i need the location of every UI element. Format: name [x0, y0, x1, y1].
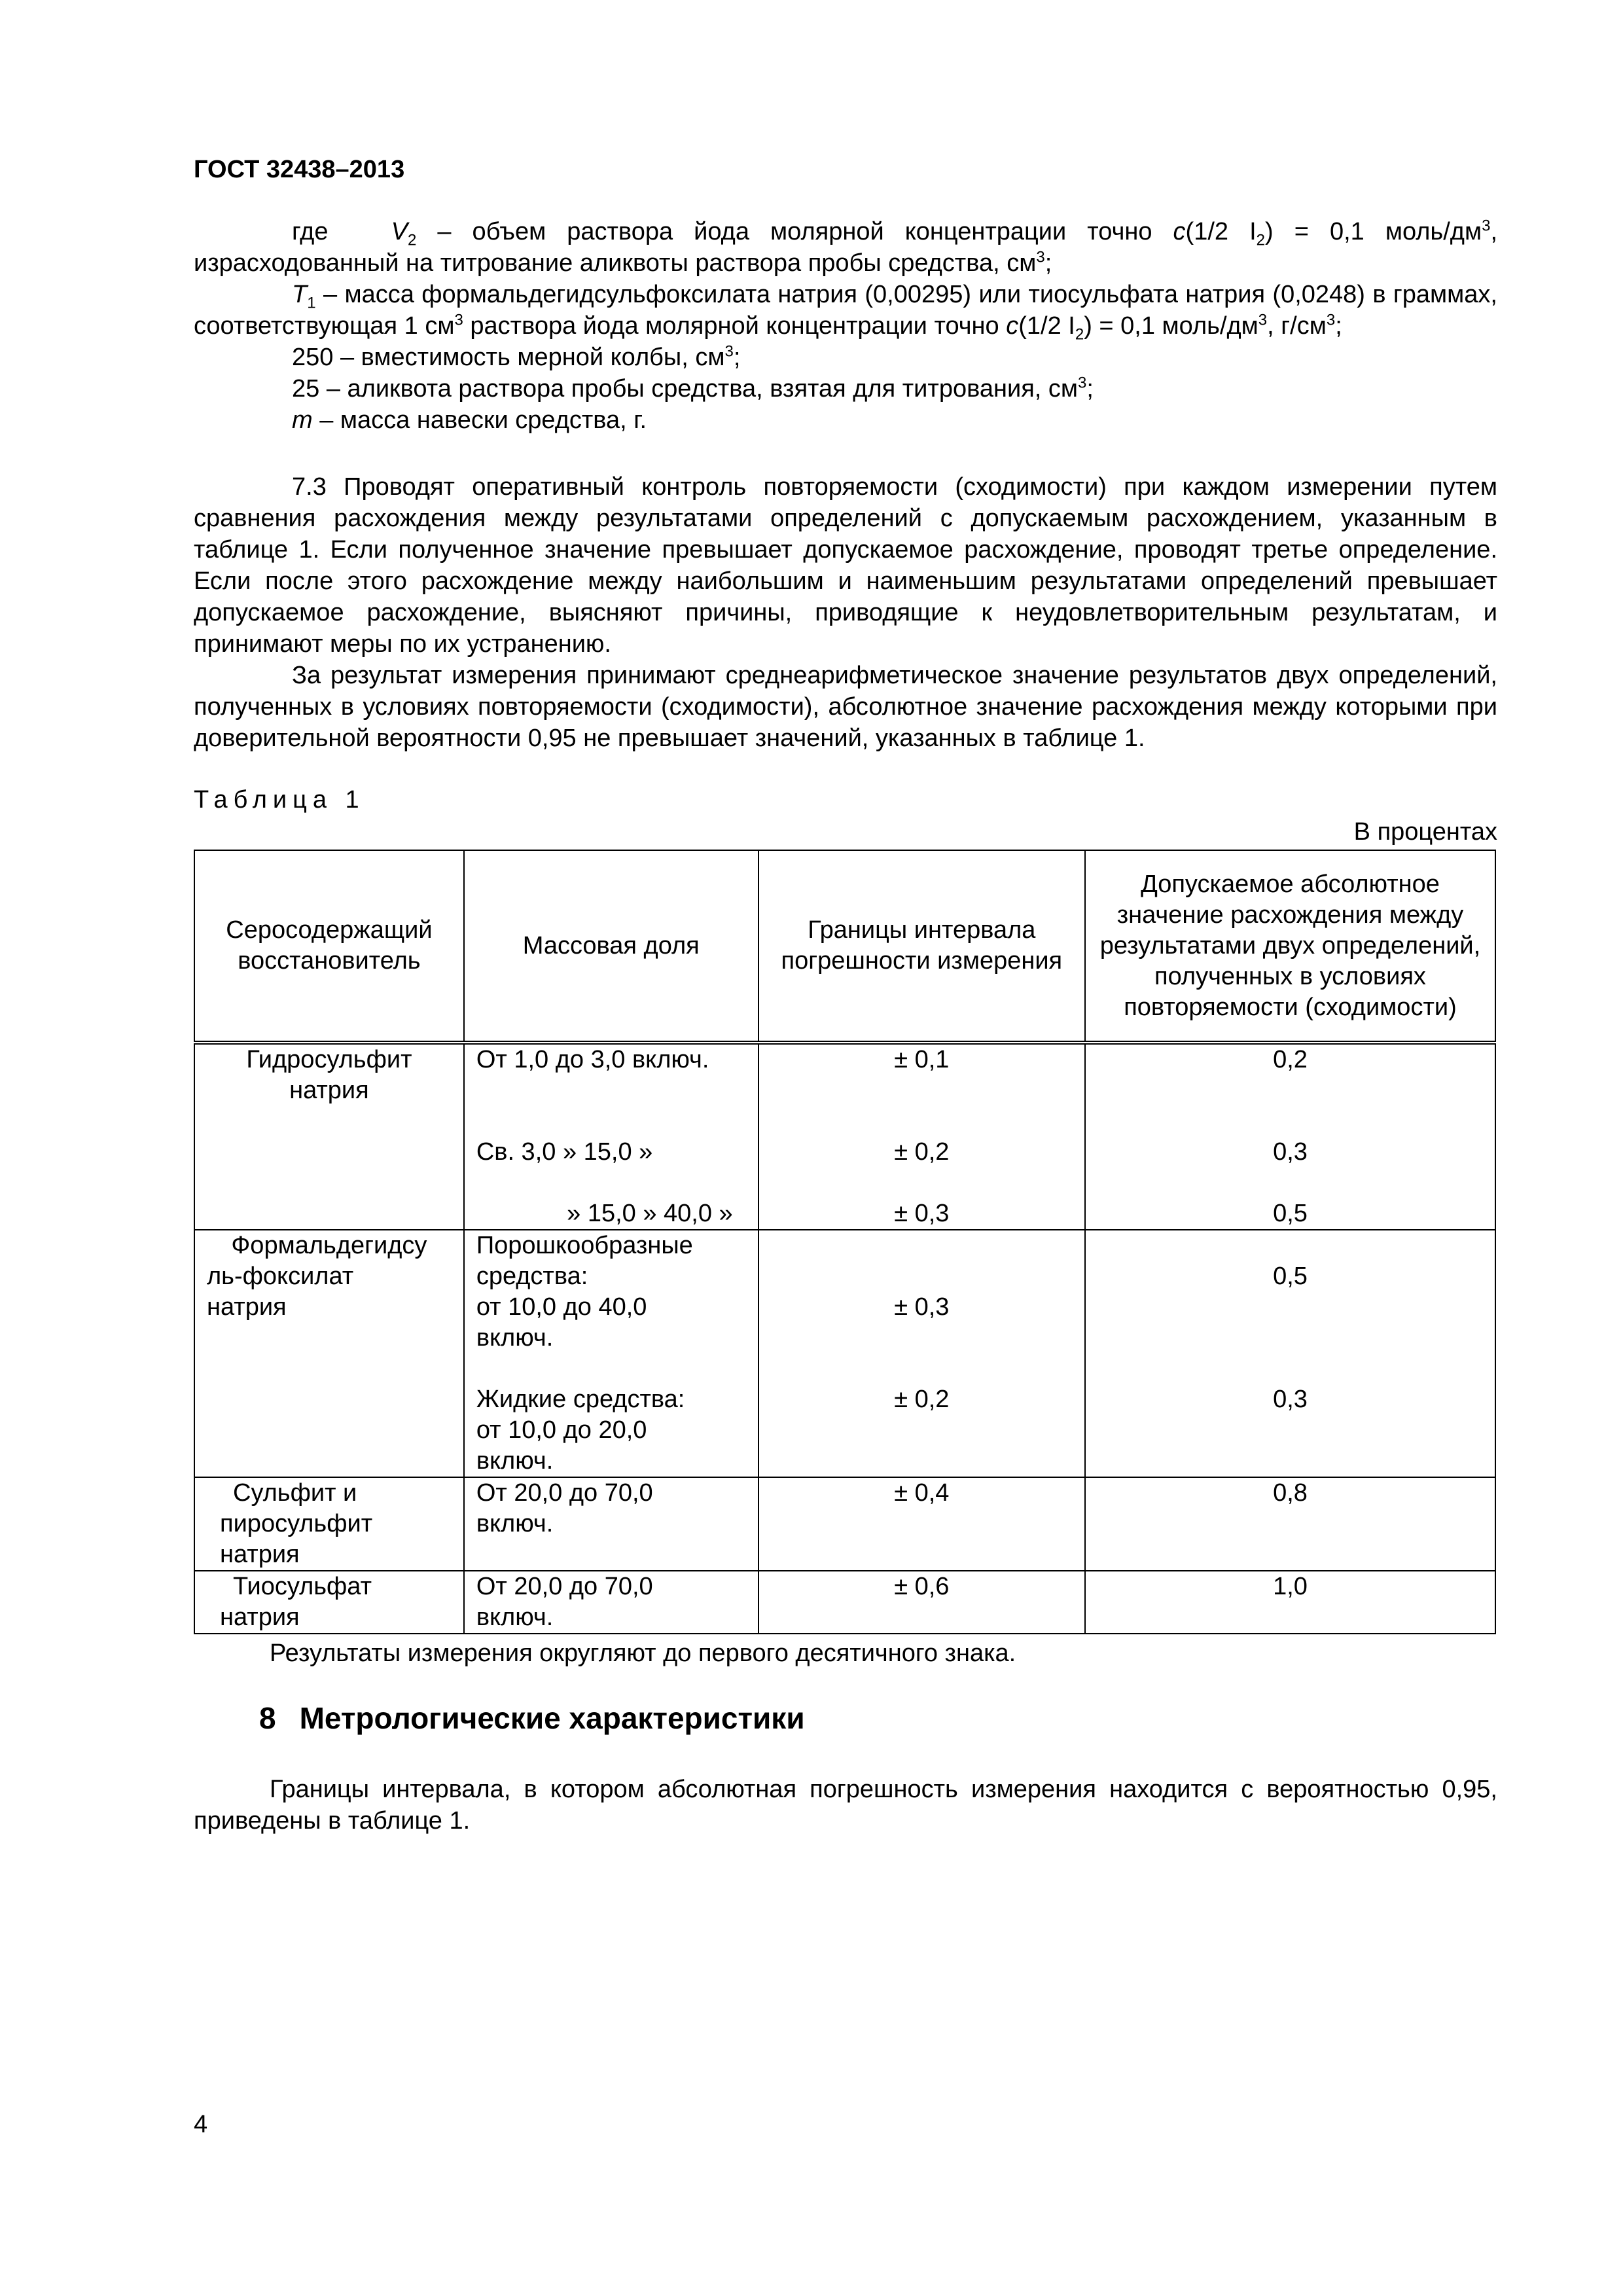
reducer-cell: Формальдегидсу ль-фоксилат натрия [194, 1230, 464, 1477]
discrepancy-cell: 1,0 [1085, 1571, 1495, 1634]
discrepancy-cell: 0,8 [1085, 1477, 1495, 1571]
definitions-block [194, 216, 1497, 436]
fraction-cell: От 20,0 до 70,0 включ. [464, 1571, 758, 1634]
header-reducer: Серосодержащий восстановитель [194, 850, 464, 1043]
section-text-block [194, 1774, 1497, 1837]
discrepancy-cell: 0,5 0,3 [1085, 1230, 1495, 1477]
reducer-cell: Тиосульфат натрия [194, 1571, 464, 1634]
bounds-cell: ± 0,3 ± 0,2 [758, 1230, 1085, 1477]
discrepancy-cell: 0,2 0,3 0,5 [1085, 1043, 1495, 1230]
definition-v2: где $V_2$ – объем раствора йода молярной концентрации точно c(1/2 $I_2) = 0,1$ моль/$дм^3$, израсходованный на титрование аликвоты раствора пробы средства, $см^3$; [194, 217, 1497, 277]
header-bounds: Границы интервала погрешности измерения [758, 850, 1085, 1043]
table-row [194, 1043, 1495, 1230]
fraction-cell: Порошкообразные средства: от 10,0 до 40,0 включ. Жидкие средства: от 10,0 до 20,0 включ. [464, 1230, 758, 1477]
table-header-row [194, 850, 1495, 1043]
page-number: 4 [194, 2111, 208, 2138]
table-row [194, 1571, 1495, 1634]
definition-m: m – масса навески средства, г. [292, 406, 647, 434]
bounds-cell: ± 0,4 [758, 1477, 1085, 1571]
table-row [194, 1477, 1495, 1571]
definition-t1: $T_1$ – масса формальдегидсульфоксилата натрия (0,00295) или тиосульфата натрия (0,0248) в граммах, соответствующая 1 $см^3$ раствора йода молярной концентрации точно c(1/2 $I_2) = 0,1$ моль/$дм^3$, $г/см^3$; [194, 281, 1497, 344]
fraction-cell: От 1,0 до 3,0 включ. Св. 3,0 » 15,0 » » 15,0 » 40,0 » [464, 1043, 758, 1230]
table-row [194, 1230, 1495, 1477]
table-1 [194, 850, 1496, 1634]
section-title: Метрологические характеристики [299, 1701, 805, 1735]
section-heading [259, 1700, 805, 1736]
header-discrepancy: Допускаемое абсолютное значение расхождения между результатами двух определений, полученных в условиях повторяемости (сходимости) [1085, 850, 1495, 1043]
header-mass-fraction: Массовая доля [464, 850, 758, 1043]
reducer-cell: Сульфит и пиросульфит натрия [194, 1477, 464, 1571]
definition-250: 250 – вместимость мерной колбы, $см^3$; [292, 342, 741, 371]
table-note: Результаты измерения округляют до первого десятичного знака. [270, 1640, 1016, 1667]
fraction-cell: От 20,0 до 70,0 включ. [464, 1477, 758, 1571]
section-number: 8 [259, 1701, 276, 1735]
section-text: Границы интервала, в котором абсолютная погрешность измерения находится с вероятностью 0,95, приведены в таблице 1. [194, 1776, 1497, 1835]
table-caption: Таблица 1 [194, 786, 365, 814]
bounds-cell: ± 0,1 ± 0,2 ± 0,3 [758, 1043, 1085, 1230]
document-header: ГОСТ 32438–2013 [194, 156, 405, 183]
bounds-cell: ± 0,6 [758, 1571, 1085, 1634]
paragraph-7-3: 7.3 Проводят оперативный контроль повторяемости (сходимости) при каждом измерении путем сравнения расхождения между результатами определений с допускаемым расхождением, указанным в таблице 1. Если полученное значение превышает допускаемое расхождение, проводят третье определение. Если после этого расхождение между наибольшим и наименьшим результатами определений превышает допускаемое расхождение, выясняют причины, приводящие к неудовлетворительным результатам, и принимают меры по их устранению. [194, 473, 1497, 658]
definition-25: 25 – аликвота раствора пробы средства, взятая для титрования, $см^3$; [292, 374, 1094, 403]
table-unit: В процентах [1353, 818, 1497, 846]
paragraph-result: За результат измерения принимают среднеарифметическое значение результатов двух определений, полученных в условиях повторяемости (сходимости), абсолютное значение расхождения между которыми при доверительной вероятности 0,95 не превышает значений, указанных в таблице 1. [194, 662, 1497, 752]
reducer-cell: Гидросульфит натрия [194, 1043, 464, 1230]
